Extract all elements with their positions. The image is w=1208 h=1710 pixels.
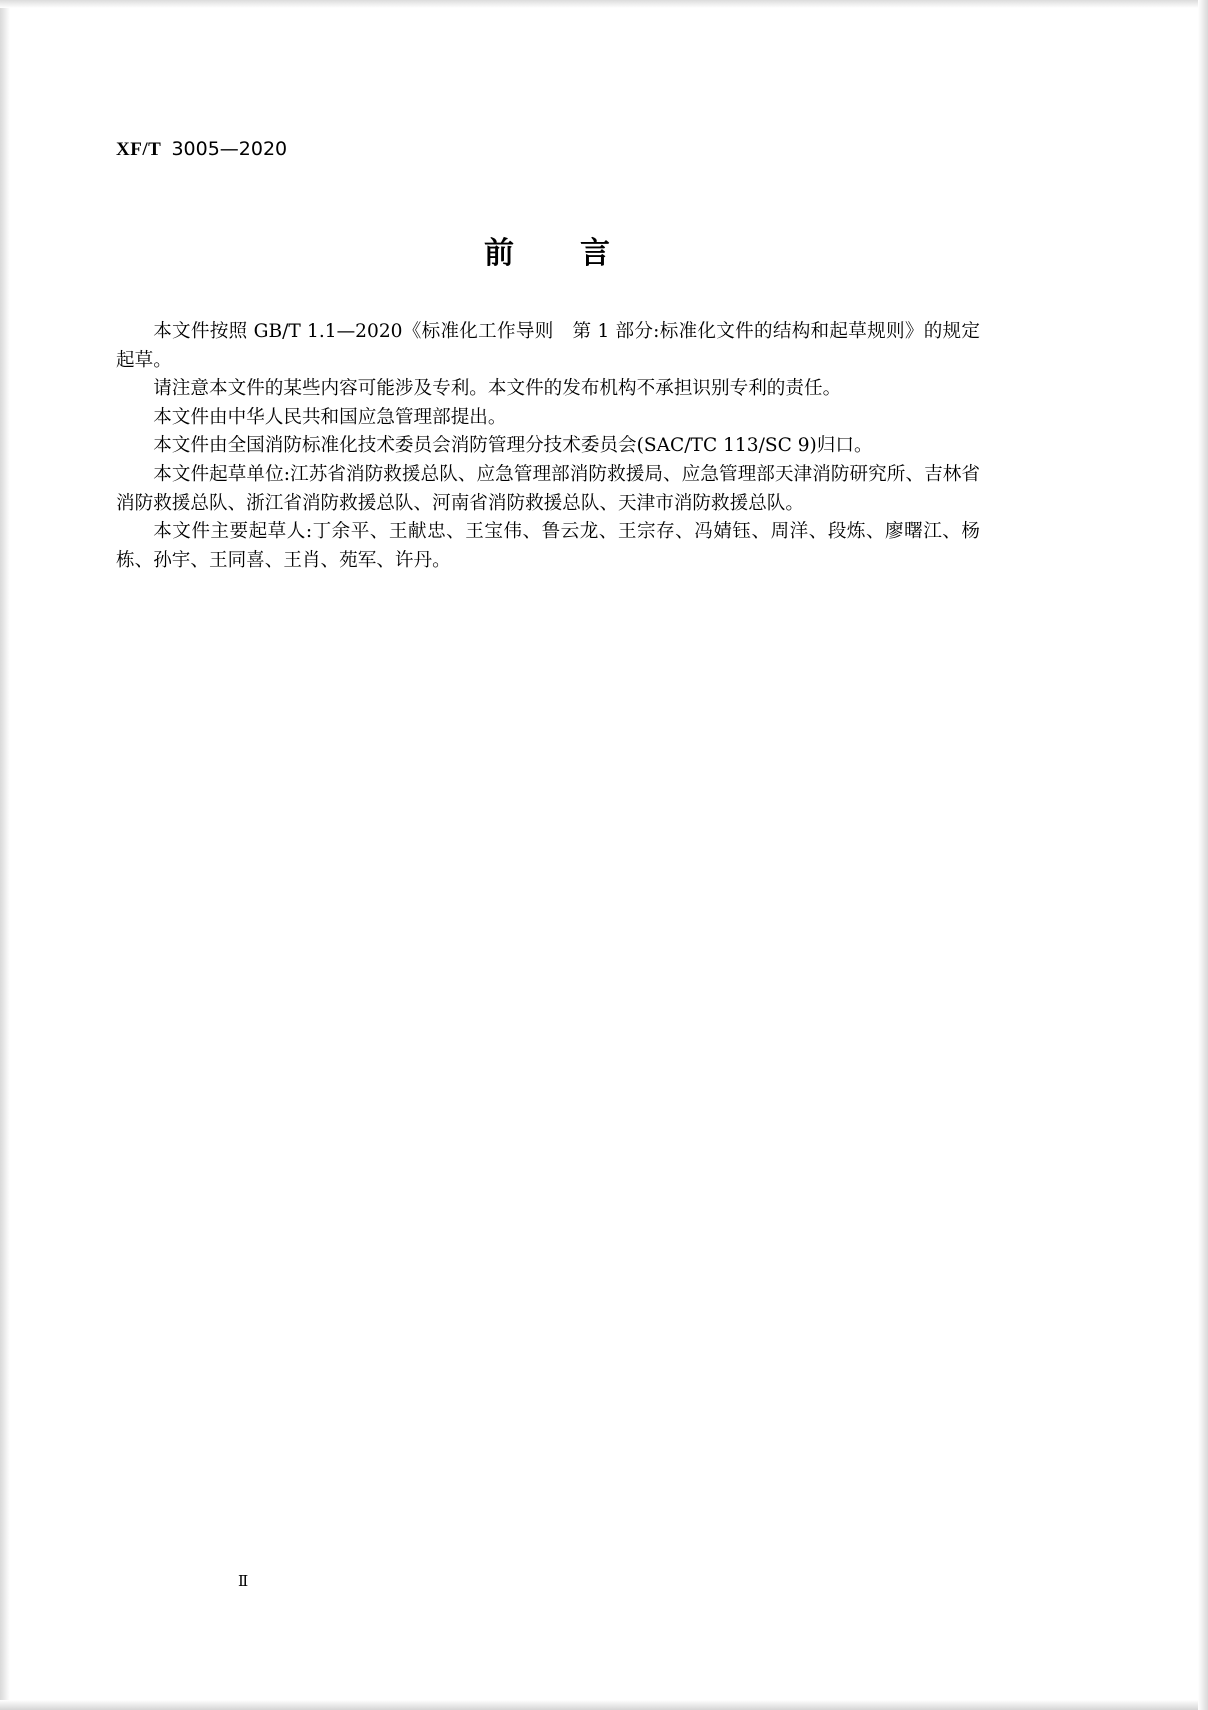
foreword-body — [116, 318, 980, 575]
paragraph-main-drafters: 本文件主要起草人:丁余平、王献忠、王宝伟、鲁云龙、王宗存、冯婧钰、周洋、段炼、廖曙江、杨栋、孙宇、王同喜、王肖、苑军、许丹。 — [116, 521, 980, 571]
paragraph-technical-committee: 本文件由全国消防标准化技术委员会消防管理分技术委员会(SAC/TC 113/SC 9)归口。 — [153, 435, 873, 457]
standard-number: 3005—2020 — [171, 138, 288, 160]
standard-code: XF/T — [116, 139, 172, 160]
standard-header — [116, 138, 287, 161]
page-content — [116, 0, 980, 1710]
page-title: 前 言 — [484, 236, 612, 271]
paragraph-proposing-organization: 本文件由中华人民共和国应急管理部提出。 — [153, 406, 507, 428]
paragraph-patent-notice: 请注意本文件的某些内容可能涉及专利。本文件的发布机构不承担识别专利的责任。 — [153, 378, 842, 400]
page-number: Ⅱ — [238, 1572, 249, 1590]
paragraph-drafting-basis: 本文件按照 GB/T 1.1—2020《标准化工作导则 第 1 部分:标准化文件的结构和起草规则》的规定起草。 — [116, 321, 980, 371]
paragraph-drafting-units: 本文件起草单位:江苏省消防救援总队、应急管理部消防救援局、应急管理部天津消防研究所、吉林省消防救援总队、浙江省消防救援总队、河南省消防救援总队、天津市消防救援总队。 — [116, 463, 980, 514]
